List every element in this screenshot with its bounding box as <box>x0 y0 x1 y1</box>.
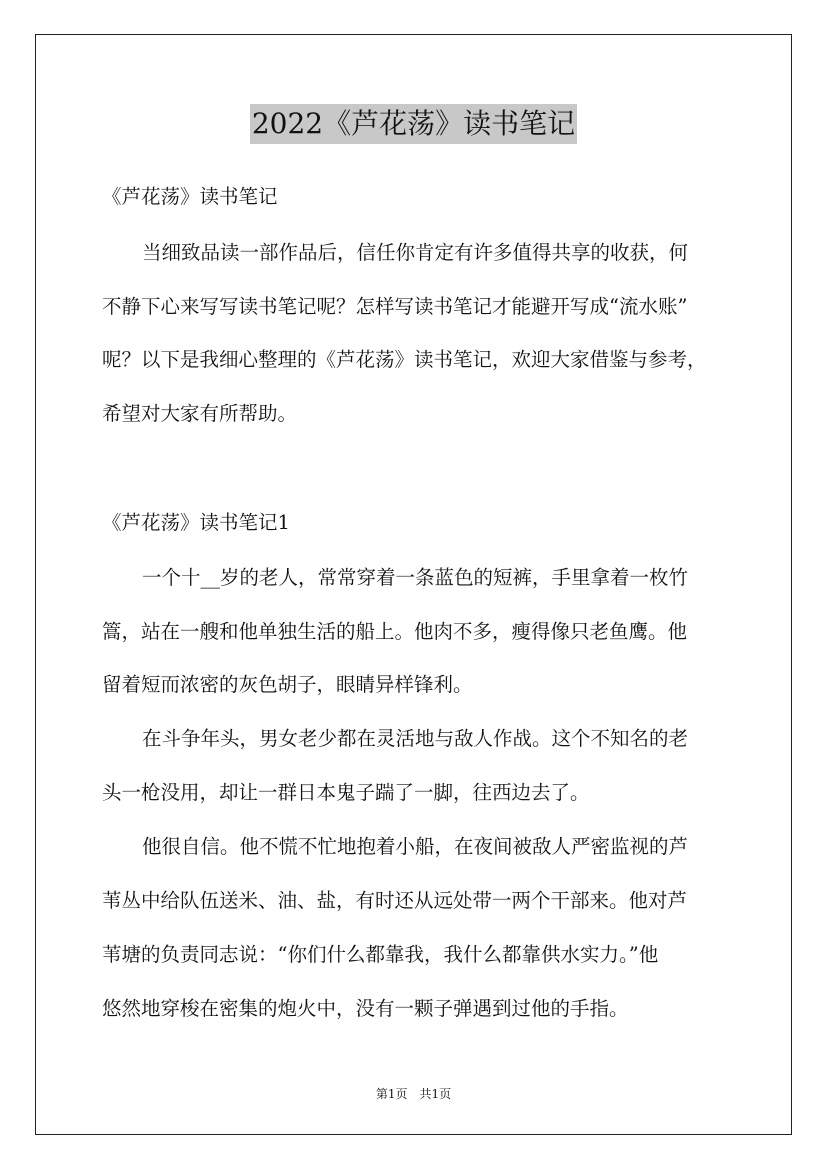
section1-line-9: 悠然地穿梭在密集的炮火中，没有一颗子弹遇到过他的手指。 <box>102 997 629 1020</box>
title-wrapper <box>0 104 827 144</box>
page-footer: 第1页 共1页 <box>375 1087 452 1101</box>
intro-line-2: 不静下心来写写读书笔记呢？怎样写读书笔记才能避开写成“流水账” <box>102 295 688 318</box>
section1-line-1: 一个十__岁的老人，常常穿着一条蓝色的短裤，手里拿着一枚竹 <box>142 566 689 589</box>
section1-line-7: 苇丛中给队伍送米、油、盐，有时还从远处带一两个干部来。他对芦 <box>102 889 688 912</box>
document-title: 2022《芦花荡》读书笔记 <box>250 104 577 144</box>
intro-line-4: 希望对大家有所帮助。 <box>102 402 298 425</box>
intro-heading: 《芦花荡》读书笔记 <box>102 185 278 208</box>
section1-line-5: 头一枪没用，却让一群日本鬼子踹了一脚，往西边去了。 <box>102 781 590 804</box>
intro-line-3: 呢？以下是我细心整理的《芦花荡》读书笔记，欢迎大家借鉴与参考， <box>102 348 707 371</box>
section1-line-2: 篙，站在一艘和他单独生活的船上。他肉不多，瘦得像只老鱼鹰。他 <box>102 620 688 643</box>
section1-heading: 《芦花荡》读书笔记1 <box>102 511 290 534</box>
section1-line-3: 留着短而浓密的灰色胡子，眼睛异样锋利。 <box>102 673 473 696</box>
intro-line-1: 当细致品读一部作品后，信任你肯定有许多值得共享的收获，何 <box>142 241 689 264</box>
section1-line-6: 他很自信。他不慌不忙地抱着小船，在夜间被敌人严密监视的芦 <box>142 835 689 858</box>
section1-line-8: 苇塘的负责同志说：“你们什么都靠我，我什么都靠供水实力。”他 <box>102 943 659 966</box>
section1-line-4: 在斗争年头，男女老少都在灵活地与敌人作战。这个不知名的老 <box>142 727 689 750</box>
